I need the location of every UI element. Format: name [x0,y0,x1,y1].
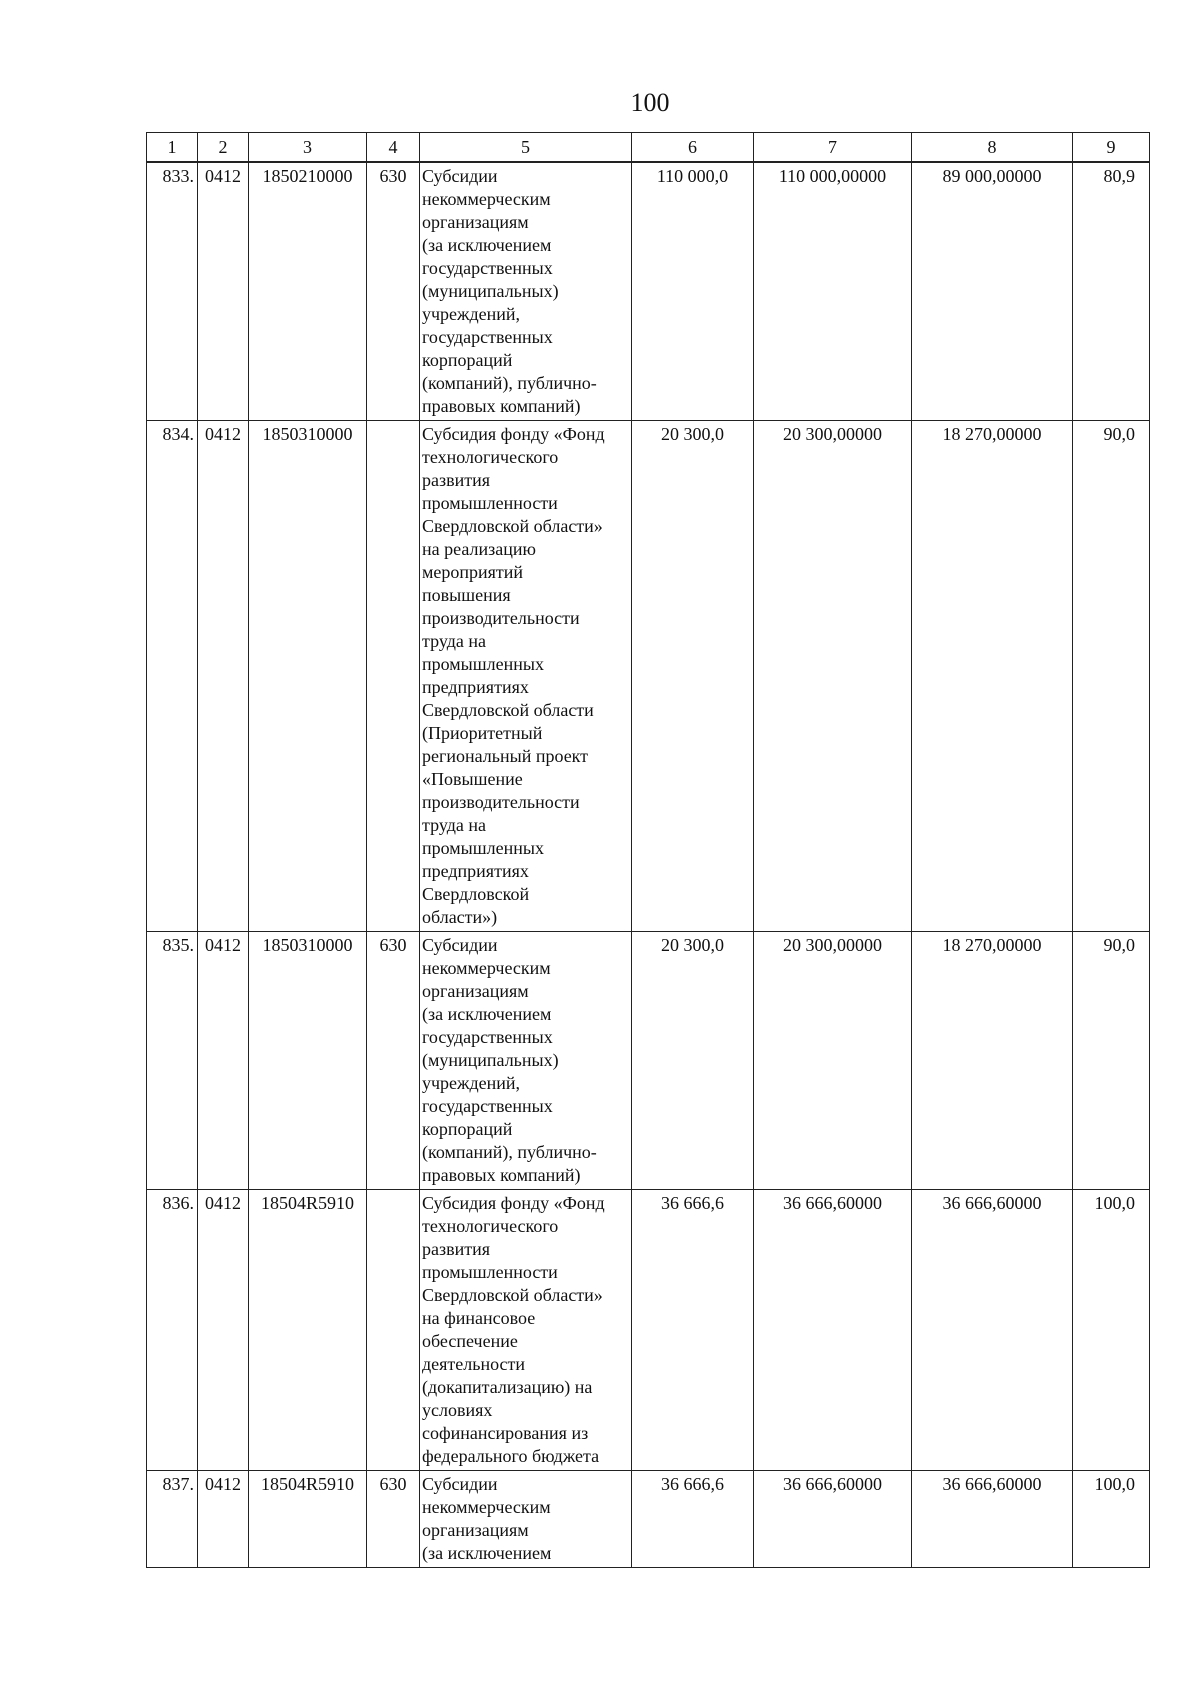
expense-type-cell [367,1190,420,1471]
column-header: 7 [754,133,912,163]
budget-allocation-cell: 20 300,00000 [754,932,912,1190]
column-header: 8 [912,133,1073,163]
row-number-cell: 834. [147,421,198,932]
executed-amount-cell: 36 666,60000 [912,1190,1073,1471]
budget-allocation-cell: 36 666,60000 [754,1190,912,1471]
section-code-cell: 0412 [198,932,249,1190]
expense-type-cell: 630 [367,932,420,1190]
section-code-cell: 0412 [198,162,249,421]
column-header: 1 [147,133,198,163]
execution-percent-cell: 80,9 [1073,162,1150,421]
expense-type-cell [367,421,420,932]
target-article-cell: 18504R5910 [249,1471,367,1568]
page-number: 100 [630,88,670,117]
target-article-cell: 18504R5910 [249,1190,367,1471]
executed-amount-cell: 18 270,00000 [912,932,1073,1190]
execution-percent-cell: 90,0 [1073,932,1150,1190]
table-row [147,932,1150,1190]
target-article-cell: 1850310000 [249,932,367,1190]
table-row [147,1471,1150,1568]
section-code-cell: 0412 [198,1190,249,1471]
column-header: 5 [420,133,632,163]
executed-amount-cell: 18 270,00000 [912,421,1073,932]
target-article-cell: 1850210000 [249,162,367,421]
expense-type-cell: 630 [367,1471,420,1568]
column-header: 9 [1073,133,1150,163]
approved-amount-cell: 110 000,0 [632,162,754,421]
budget-allocation-cell: 20 300,00000 [754,421,912,932]
row-number-cell: 833. [147,162,198,421]
executed-amount-cell: 36 666,60000 [912,1471,1073,1568]
description-cell: Субсидии некоммерческим организациям (за исключением государственных (муниципальных) учреждений, государственных корпораций (компаний), публично- правовых компаний) [420,162,632,421]
description-cell: Субсидии некоммерческим организациям (за исключением государственных (муниципальных) учреждений, государственных корпораций (компаний), публично- правовых компаний) [420,932,632,1190]
description-cell: Субсидия фонду «Фонд технологического развития промышленности Свердловской области» на финансовое обеспечение деятельности (докапитализацию) на условиях софинансирования из федерального бюджета [420,1190,632,1471]
row-number-cell: 835. [147,932,198,1190]
row-number-cell: 836. [147,1190,198,1471]
execution-percent-cell: 90,0 [1073,421,1150,932]
approved-amount-cell: 36 666,6 [632,1471,754,1568]
column-header: 4 [367,133,420,163]
column-header: 3 [249,133,367,163]
target-article-cell: 1850310000 [249,421,367,932]
approved-amount-cell: 20 300,0 [632,421,754,932]
executed-amount-cell: 89 000,00000 [912,162,1073,421]
table-row [147,162,1150,421]
section-code-cell: 0412 [198,1471,249,1568]
description-cell: Субсидия фонду «Фонд технологического развития промышленности Свердловской области» на реализацию мероприятий повышения производительности труда на промышленных предприятиях Свердловской области (Приоритетный региональный проект «Повышение производительности труда на промышленных предприятиях Свердловской области») [420,421,632,932]
section-code-cell: 0412 [198,421,249,932]
column-header: 2 [198,133,249,163]
budget-table [146,132,1150,1568]
table-header-row [147,133,1150,163]
row-number-cell: 837. [147,1471,198,1568]
description-cell: Субсидии некоммерческим организациям (за исключением [420,1471,632,1568]
expense-type-cell: 630 [367,162,420,421]
execution-percent-cell: 100,0 [1073,1190,1150,1471]
approved-amount-cell: 36 666,6 [632,1190,754,1471]
approved-amount-cell: 20 300,0 [632,932,754,1190]
column-header: 6 [632,133,754,163]
budget-allocation-cell: 36 666,60000 [754,1471,912,1568]
execution-percent-cell: 100,0 [1073,1471,1150,1568]
budget-allocation-cell: 110 000,00000 [754,162,912,421]
table-row [147,1190,1150,1471]
table-row [147,421,1150,932]
